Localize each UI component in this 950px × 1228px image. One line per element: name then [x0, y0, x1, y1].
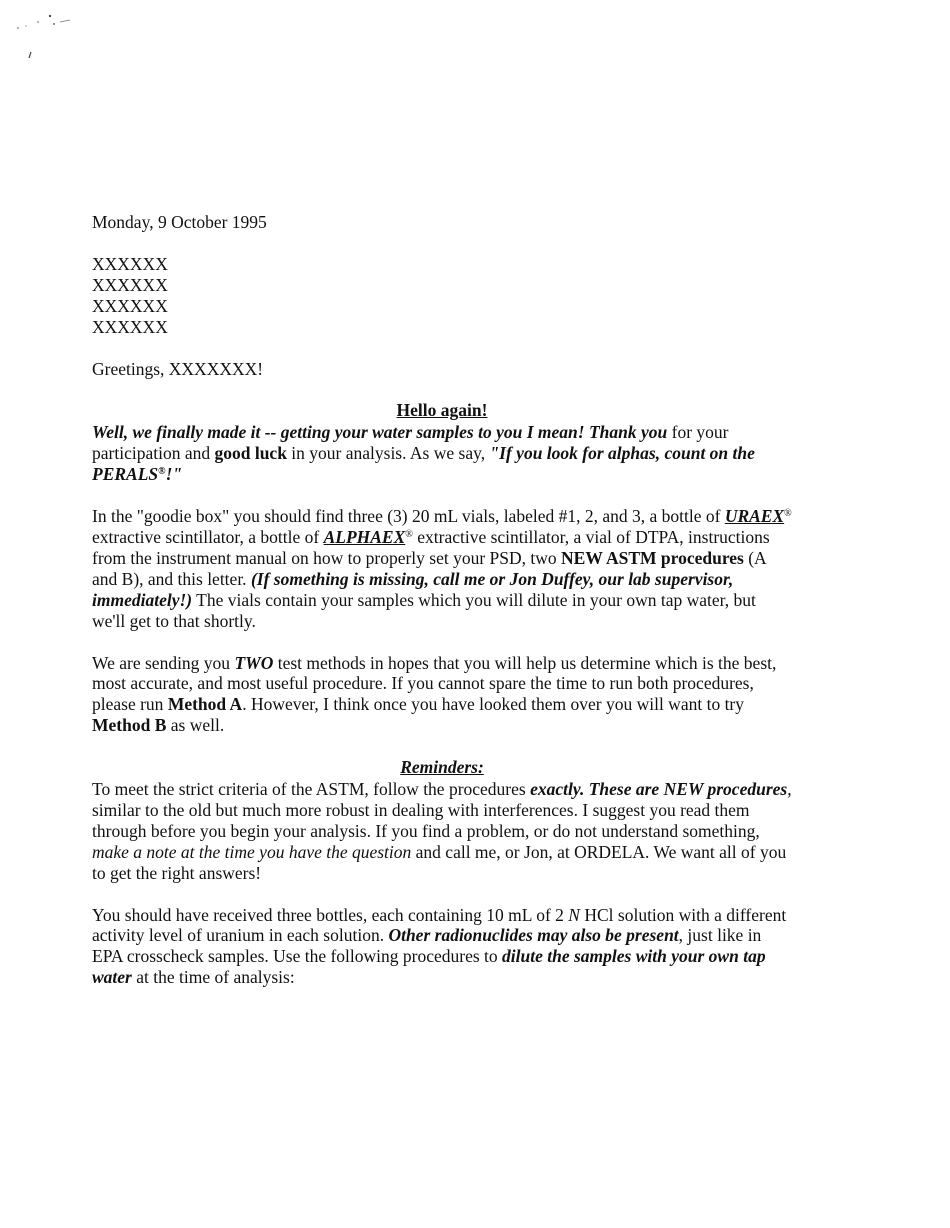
paragraph-intro: Well, we finally made it -- getting your water samples to you I mean! Thank you for your participation and good luck in your analysis. As we say, "If you look for alphas, count on the PERALS®!" [92, 422, 755, 485]
letter-date: Monday, 9 October 1995 [92, 212, 267, 232]
paragraph-reminders: To meet the strict criteria of the ASTM, follow the procedures exactly. These are NEW procedures, similar to the old but much more robust in dealing with interferences. I suggest you read them through before you begin your analysis. If you find a problem, or do not understand something, make a note at the time you have the question and call me, or Jon, at ORDELA. We want all of you to get the right answers! [92, 779, 792, 883]
address-line: XXXXXX [92, 295, 168, 316]
heading-reminders: Reminders: [400, 757, 484, 778]
address-line: XXXXXX [92, 316, 168, 337]
address-line: XXXXXX [92, 253, 168, 274]
paragraph-test-methods: We are sending you TWO test methods in hopes that you will help us determine which is the best, most accurate, and most useful procedure. If you cannot spare the time to run both procedures, please run Method A. However, I think once you have looked them over you will want to try Method B as well. [92, 652, 777, 736]
scan-specks [14, 12, 74, 62]
paragraph-goodie-box: In the "goodie box" you should find three (3) 20 mL vials, labeled #1, 2, and 3, a bottle of URAEX® extractive scintillator, a bottle of ALPHAEX® extractive scintillator, a vial of DTPA, instructions from the instrument manual on how to properly set your PSD, two NEW ASTM procedures (A and B), and this letter. (If something is missing, call me or Jon Duffey, our lab supervisor, immediately!) The vials contain your samples which you will dilute in your own tap water, but we'll get to that shortly. [92, 506, 792, 631]
heading-hello-again: Hello again! [396, 400, 488, 421]
recipient-address [92, 254, 792, 338]
address-line: XXXXXX [92, 274, 168, 295]
paragraph-bottles: You should have received three bottles, each containing 10 mL of 2 N HCl solution with a different activity level of uranium in each solution. Other radionuclides may also be present, just like in EPA crosscheck samples. Use the following procedures to dilute the samples with your own tap water at the time of analysis: [92, 904, 787, 988]
greeting: Greetings, XXXXXXX! [92, 358, 264, 379]
letter-body [92, 212, 792, 1009]
